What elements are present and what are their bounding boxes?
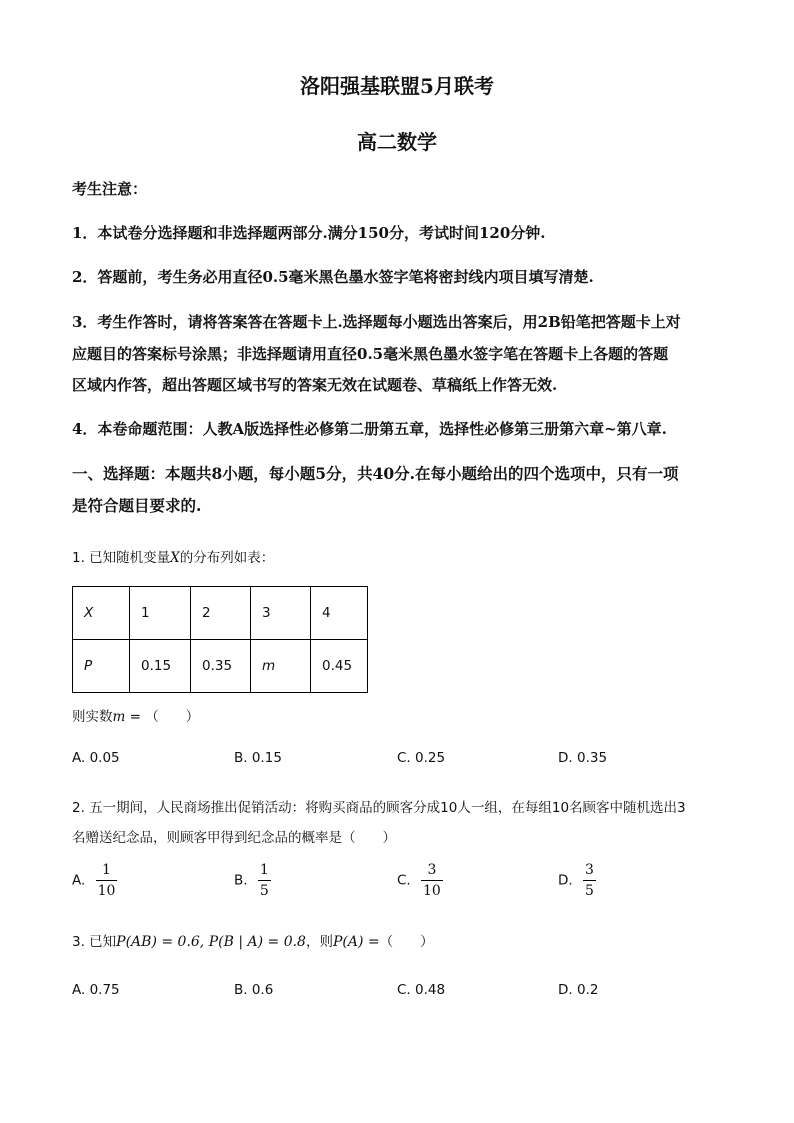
fraction (421, 862, 443, 899)
option-label: A. (72, 872, 86, 889)
question-3-stem-mid: ，则 (305, 934, 333, 950)
question-2-option-a (72, 862, 117, 899)
option-label: B. (234, 872, 248, 889)
notice-item-1: 1．本试卷分选择题和非选择题两部分.满分150分，考试时间120分钟. (72, 224, 546, 242)
option-label: D. (558, 872, 573, 889)
question-2-option-d (558, 862, 596, 899)
table-cell: 2 (191, 587, 251, 640)
question-1-stem (72, 546, 274, 566)
fraction-denominator: 10 (423, 883, 441, 899)
notice-item-2: 2．答题前，考生务必用直径0.5毫米黑色墨水签字笔将密封线内项目填写清楚. (72, 268, 594, 286)
notice-item-3-line-2: 应题目的答案标号涂黑；非选择题请用直径0.5毫米黑色墨水签字笔在答题卡上各题的答题 (72, 345, 669, 363)
exam-subtitle: 高二数学 (357, 130, 437, 154)
question-1-option-d: D. 0.35 (558, 750, 608, 766)
question-1-ask-text: 则实数 (72, 709, 113, 725)
fraction-numerator: 1 (258, 862, 271, 881)
fraction-numerator: 3 (421, 862, 443, 881)
question-3-option-b: B. 0.6 (234, 982, 274, 998)
section-heading-line-2: 是符合题目要求的. (72, 496, 202, 515)
table-cell: 0.15 (130, 640, 191, 693)
table-cell: 0.45 (311, 640, 368, 693)
notice-item-3-line-3: 区域内作答，超出答题区域书写的答案无效在试题卷、草稿纸上作答无效. (72, 376, 558, 394)
question-2-line-2: 名赠送纪念品，则顾客甲得到纪念品的概率是（ ） (72, 830, 396, 846)
notice-heading: 考生注意： (72, 180, 148, 198)
question-1-ask-text-end: = （ ） (125, 709, 200, 725)
table-cell: 3 (251, 587, 311, 640)
question-1-option-b: B. 0.15 (234, 750, 282, 766)
question-3-formula: P(AB) = 0.6, P(B | A) = 0.8 (116, 934, 306, 950)
table-cell: 1 (130, 587, 191, 640)
fraction (583, 862, 596, 899)
question-1-option-a: A. 0.05 (72, 750, 120, 766)
notice-item-3-line-1: 3．考生作答时，请将答案答在答题卡上.选择题每小题选出答案后，用2B铅笔把答题卡上对 (72, 313, 681, 331)
fraction-denominator: 5 (584, 883, 594, 899)
table-cell: m (251, 640, 311, 693)
notice-item-4: 4．本卷命题范围：人教A版选择性必修第二册第五章，选择性必修第三册第六章~第八章. (72, 420, 667, 438)
table-row (73, 640, 368, 693)
question-1-stem-text-end: 的分布列如表： (179, 550, 275, 566)
fraction (96, 862, 118, 899)
question-1-variable: X (170, 550, 180, 566)
question-2-option-c (397, 862, 443, 899)
fraction-denominator: 5 (259, 883, 269, 899)
question-3-option-c: C. 0.48 (397, 982, 446, 998)
table-cell: P (73, 640, 130, 693)
table-cell: 4 (311, 587, 368, 640)
fraction-numerator: 1 (96, 862, 118, 881)
question-3-stem-text: 3. 已知 (72, 934, 117, 950)
question-1-ask (72, 705, 199, 725)
fraction (258, 862, 271, 899)
question-1-option-c: C. 0.25 (397, 750, 446, 766)
table-row (73, 587, 368, 640)
question-1-stem-text: 1. 已知随机变量 (72, 550, 171, 566)
distribution-table (72, 586, 368, 693)
question-2-option-b (234, 862, 271, 899)
question-3-option-d: D. 0.2 (558, 982, 599, 998)
question-3-formula-2: P(A) = (332, 934, 380, 950)
question-3-option-a: A. 0.75 (72, 982, 120, 998)
table-cell: X (73, 587, 130, 640)
exam-title: 洛阳强基联盟5月联考 (300, 74, 494, 98)
fraction-denominator: 10 (97, 883, 116, 899)
question-3-stem (72, 930, 434, 950)
question-2-line-1: 2. 五一期间，人民商场推出促销活动：将购买商品的顾客分成10人一组，在每组10名顾客中随机选出3 (72, 800, 686, 816)
question-1-ask-variable: m (112, 709, 126, 725)
option-label: C. (397, 872, 411, 889)
question-3-stem-text-end: （ ） (379, 934, 434, 950)
table-cell: 0.35 (191, 640, 251, 693)
section-heading-line-1: 一、选择题：本题共8小题，每小题5分，共40分.在每小题给出的四个选项中，只有一项 (72, 464, 679, 483)
fraction-numerator: 3 (583, 862, 596, 881)
